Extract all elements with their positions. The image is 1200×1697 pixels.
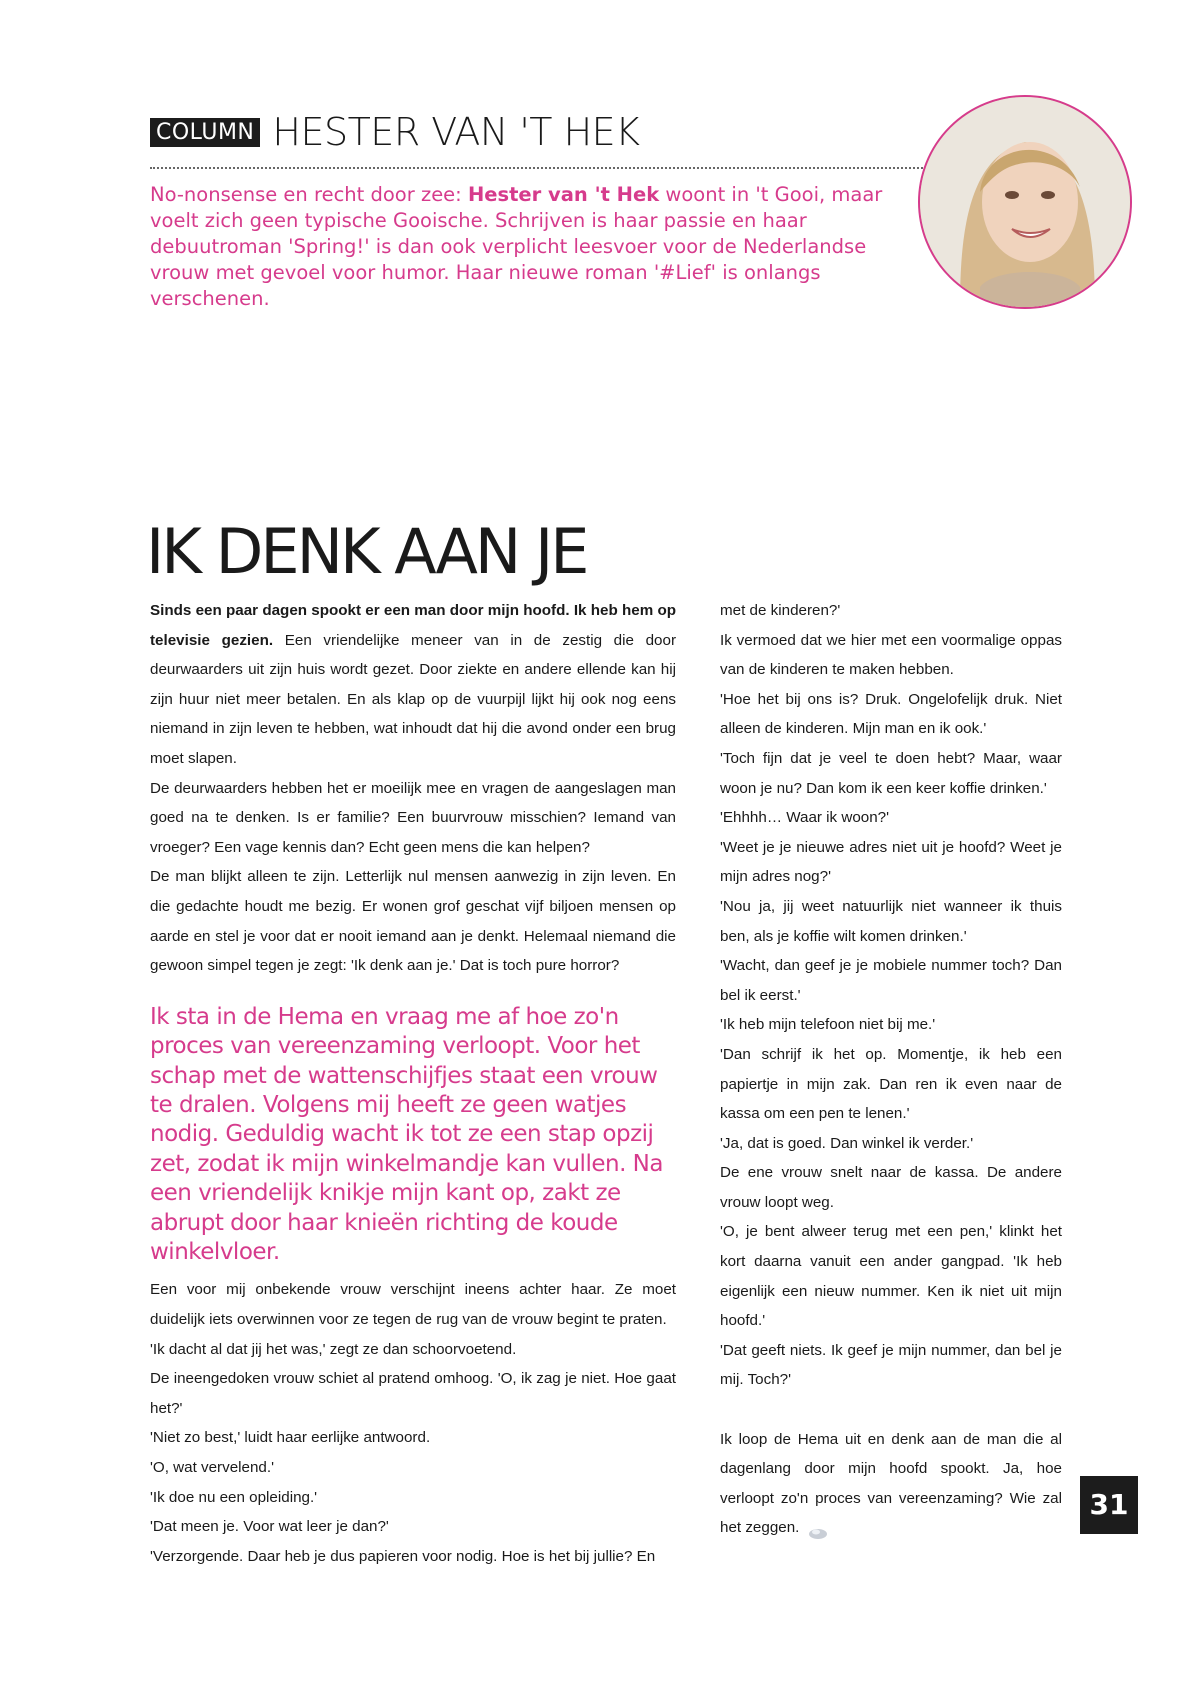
dotted-divider bbox=[150, 167, 930, 169]
intro-author-name: Hester van 't Hek bbox=[467, 183, 660, 206]
paragraph: 'Ik doe nu een opleiding.' bbox=[150, 1488, 318, 1506]
paragraph: De ene vrouw snelt naar de kassa. De andere vrouw loopt weg. bbox=[720, 1164, 1062, 1211]
intro-text-end: woont in 't Gooi, maar voelt zich geen typische Gooische. Schrijven is haar passie en haar debuutroman 'Spring!' is dan ook verplicht leesvoer voor de Nederlandse vrouw met gevoel voor humor. Haar nieuwe roman '#Lief' is onlangs verschenen. bbox=[150, 183, 883, 310]
paragraph: 'O, wat vervelend.' bbox=[150, 1458, 274, 1476]
paragraph: 'Verzorgende. Daar heb je dus papieren voor nodig. Hoe is het bij jullie? En bbox=[150, 1547, 656, 1565]
paragraph: De ineengedoken vrouw schiet al pratend omhoog. 'O, ik zag je niet. Hoe gaat het?' bbox=[150, 1370, 676, 1417]
paragraph: De man blijkt alleen te zijn. Letterlijk nul mensen aanwezig in zijn leven. En die gedachte houdt me bezig. Er wonen grof geschat vijf biljoen mensen op aarde en stel je voor dat er nooit iemand aan je denkt. Helemaal niemand die gewoon simpel tegen je zegt: 'Ik denk aan je.' Dat is toch pure horror? bbox=[150, 868, 676, 975]
paragraph bbox=[150, 596, 676, 774]
paragraph: De deurwaarders hebben het er moeilijk mee en vragen de aangeslagen man goed na te denken. Is er familie? Een buurvrouw misschien? Iemand van vroeger? Een vage kennis dan? Echt geen mens die kan helpen? bbox=[150, 779, 676, 856]
paragraph: 'Ik heb mijn telefoon niet bij me.' bbox=[720, 1016, 936, 1034]
paragraph: Ik vermoed dat we hier met een voormalige oppas van de kinderen te maken hebben. bbox=[720, 631, 1062, 679]
portrait-illustration bbox=[920, 97, 1130, 307]
paragraph-text: Een vriendelijke meneer van in de zestig die door deurwaarders uit zijn huis wordt gezet. Door ziekte en andere ellende kan hij zijn huur niet meer betalen. En als klap op de vuurpijl lijkt hij ook nog eens niemand in zijn leven te hebben, wat inhoudt dat hij die avond onder een brug moet slapen. bbox=[150, 631, 676, 767]
paragraph: 'Nou ja, jij weet natuurlijk niet wanneer ik thuis ben, als je koffie wilt komen drinken.' bbox=[720, 897, 1062, 945]
paragraph: 'Weet je je nieuwe adres niet uit je hoofd? Weet je mijn adres nog?' bbox=[720, 838, 1062, 886]
paragraph: 'Ja, dat is goed. Dan winkel ik verder.' bbox=[720, 1134, 974, 1152]
paragraph: 'Hoe het bij ons is? Druk. Ongelofelijk druk. Niet alleen de kinderen. Mijn man en ik ook.' bbox=[720, 690, 1062, 738]
pull-quote: Ik sta in de Hema en vraag me af hoe zo'n proces van vereenzaming verloopt. Voor het schap met de wattenschijfjes staat een vrouw te dralen. Volgens mij heeft ze geen watjes nodig. Geduldig wacht ik tot ze een stap opzij zet, zodat ik mijn winkelmandje kan vullen. Na een vriendelijk knikje mijn kant op, zakt ze abrupt door haar knieën richting de koude winkelvloer. bbox=[150, 1003, 663, 1265]
paragraph-gap bbox=[720, 1395, 1062, 1425]
paragraph: 'Toch fijn dat je veel te doen hebt? Maar, waar woon je nu? Dan kom ik een keer koffie drinken.' bbox=[720, 749, 1062, 797]
author-name: HESTER VAN 'T HEK bbox=[272, 110, 640, 154]
article-title: IK DENK AAN JE bbox=[146, 515, 587, 588]
paragraph: 'Dat meen je. Voor wat leer je dan?' bbox=[150, 1518, 389, 1536]
paragraph: 'Ik dacht al dat jij het was,' zegt ze dan schoorvoetend. bbox=[150, 1340, 517, 1358]
lead-text: Sinds een paar dagen spookt er een man door mijn hoofd. Ik heb hem op televisie gezien. bbox=[150, 602, 676, 649]
author-intro bbox=[150, 182, 910, 312]
paragraph: met de kinderen?' bbox=[720, 602, 841, 619]
body-column-left bbox=[150, 596, 676, 1571]
intro-text-start: No-nonsense en recht door zee: bbox=[150, 183, 468, 206]
column-header bbox=[150, 110, 930, 170]
paragraph: 'O, je bent alweer terug met een pen,' klinkt het kort daarna vanuit een ander gangpad. 'Ik heb eigenlijk een nieuw nummer. Ken ik niet uit mijn hoofd.' bbox=[720, 1223, 1062, 1330]
paragraph: 'Wacht, dan geef je je mobiele nummer toch? Dan bel ik eerst.' bbox=[720, 957, 1062, 1004]
page-number: 31 bbox=[1080, 1476, 1138, 1534]
paragraph: 'Dat geeft niets. Ik geef je mijn nummer, dan bel je mij. Toch?' bbox=[720, 1341, 1062, 1389]
closing-paragraph bbox=[720, 1425, 1062, 1543]
paragraph: 'Dan schrijf ik het op. Momentje, ik heb een papiertje in mijn zak. Dan ren ik even naar de kassa om een pen te lenen.' bbox=[720, 1045, 1062, 1123]
paragraph: 'Ehhhh… Waar ik woon?' bbox=[720, 809, 890, 827]
paragraph: Een voor mij onbekende vrouw verschijnt ineens achter haar. Ze moet duidelijk iets overwinnen voor ze tegen de rug van de vrouw begint te praten. bbox=[150, 1281, 676, 1328]
closing-text: Ik loop de Hema uit en denk aan de man die al dagenlang door mijn hoofd spookt. Ja, hoe verloopt zo'n proces van vereenzaming? Wie zal het zeggen. bbox=[720, 1430, 1062, 1537]
end-mark-icon bbox=[807, 1521, 829, 1535]
body-column-right bbox=[720, 596, 1062, 1543]
author-portrait bbox=[918, 95, 1132, 309]
paragraph: 'Niet zo best,' luidt haar eerlijke antwoord. bbox=[150, 1429, 431, 1447]
column-tag: COLUMN bbox=[150, 118, 260, 147]
